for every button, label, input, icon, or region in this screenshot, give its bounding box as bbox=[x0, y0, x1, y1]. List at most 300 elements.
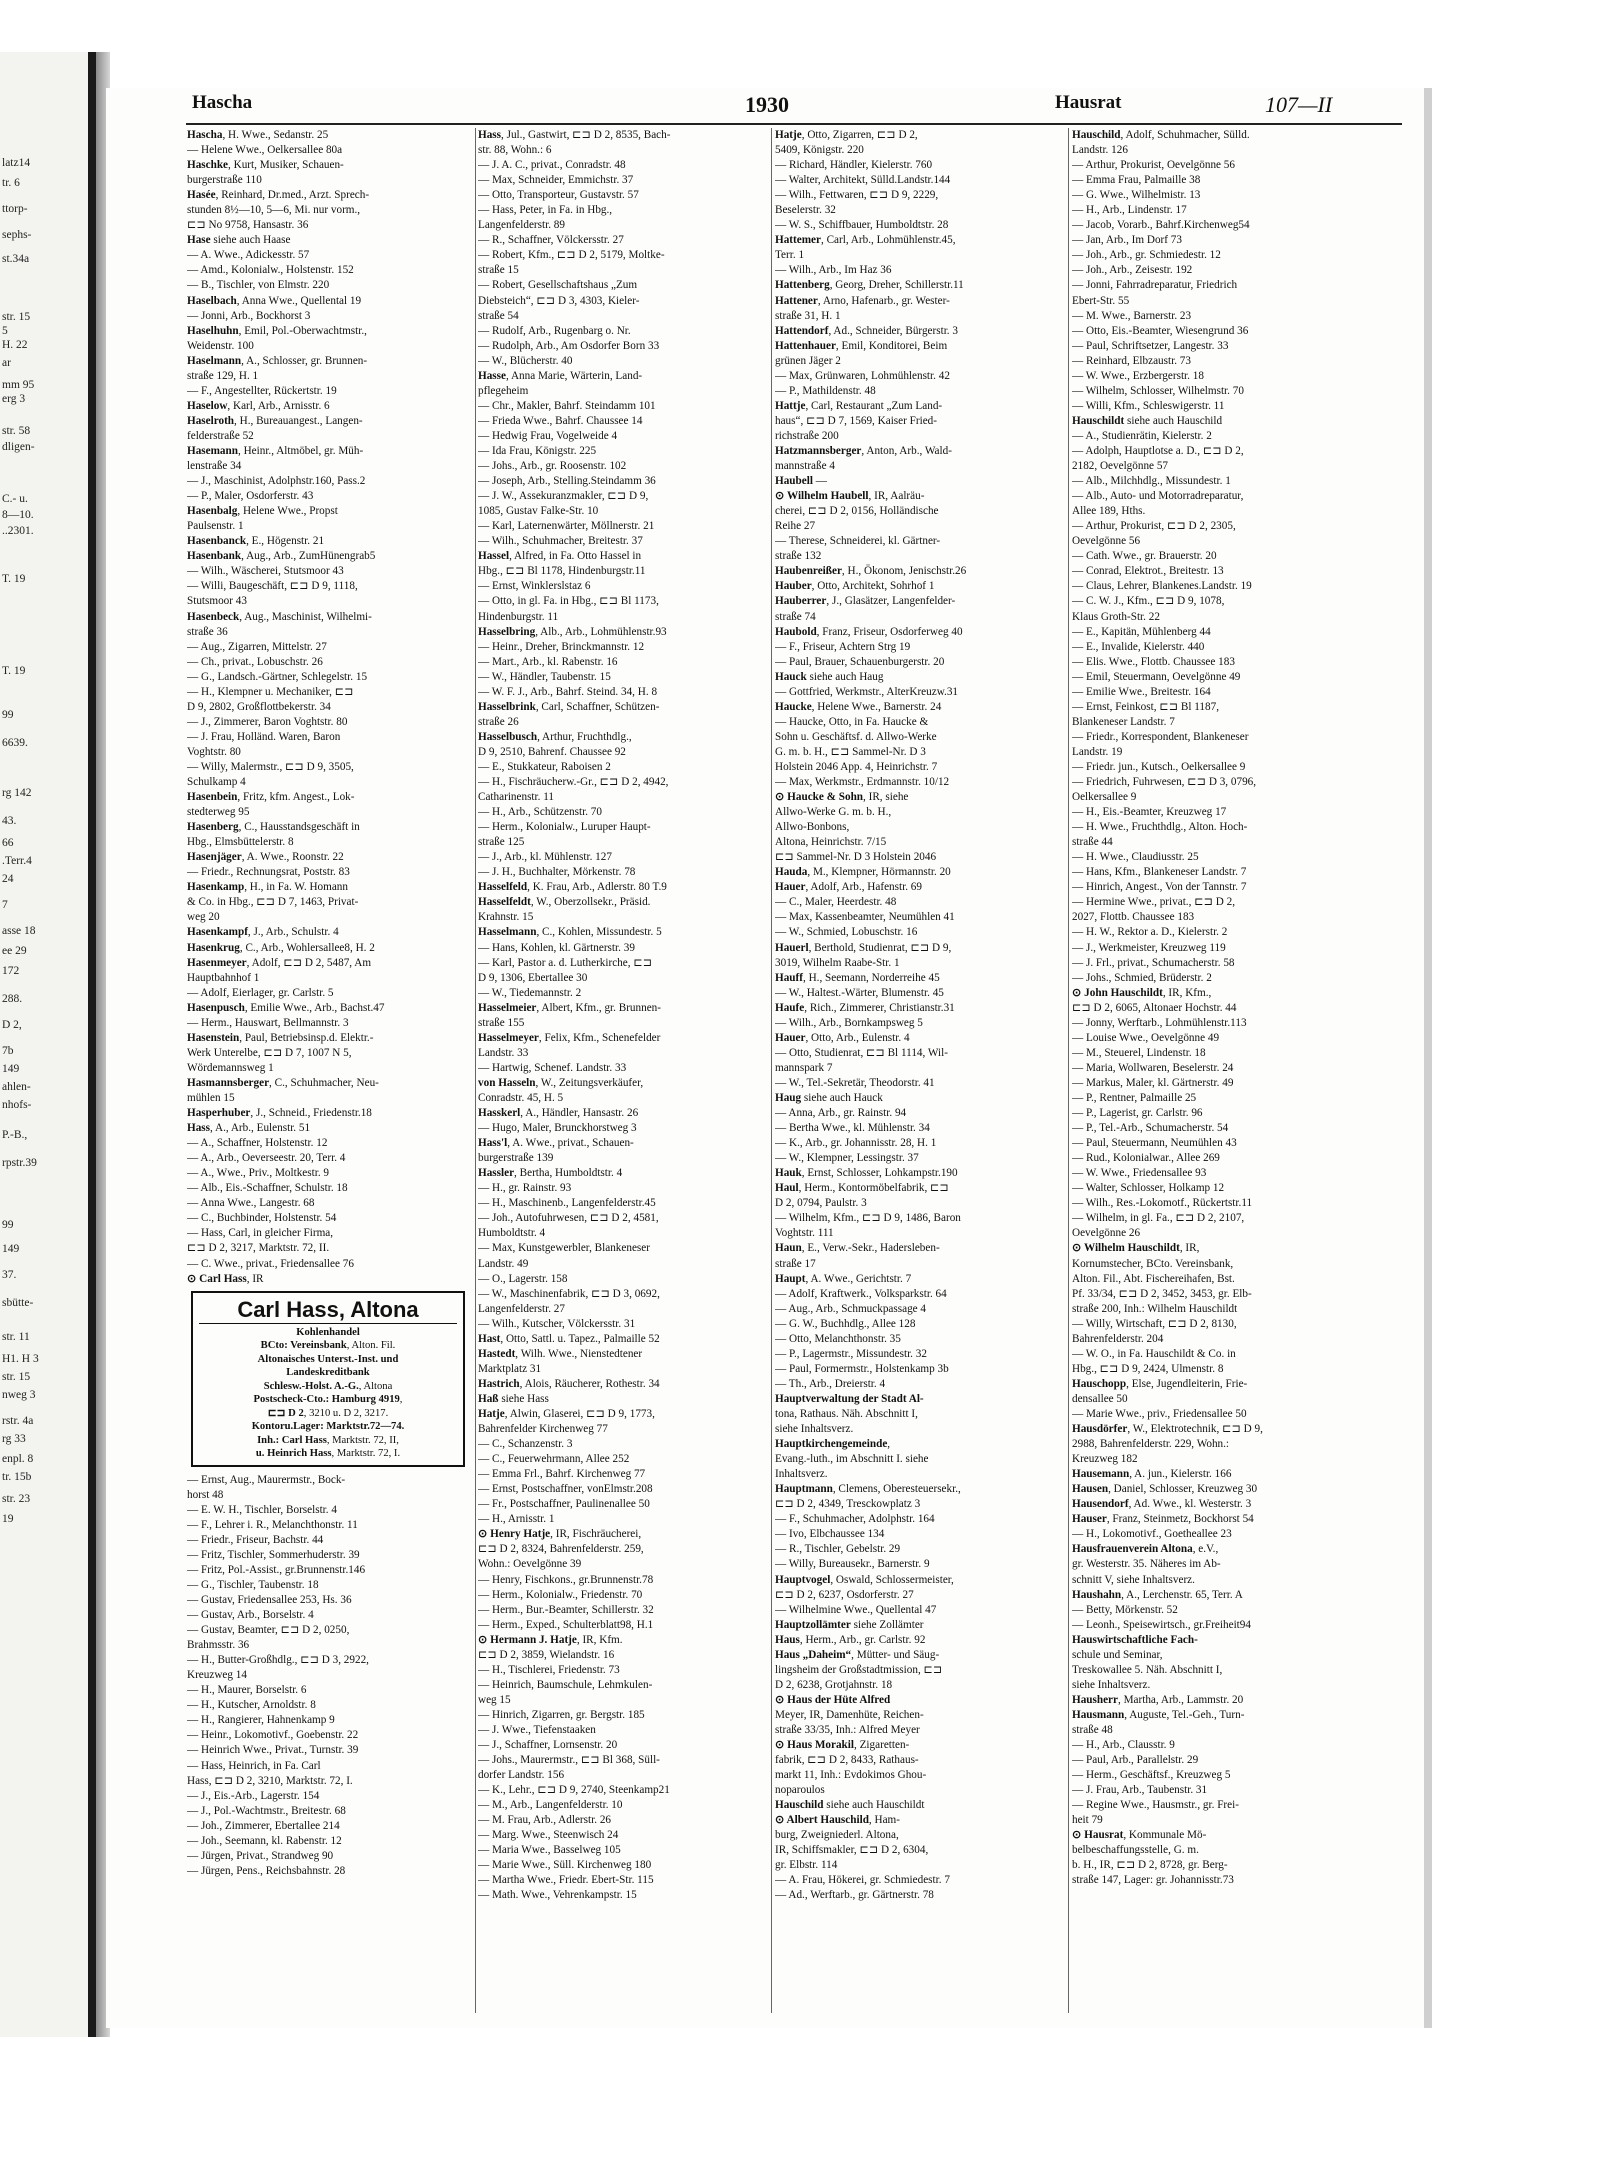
entry-details: , Albert, Kfm., gr. Brunnen- bbox=[536, 1001, 662, 1014]
directory-entry-line: — H., Eis.-Beamter, Kreuzweg 17 bbox=[1072, 806, 1227, 819]
directory-entry-line: — Hans, Kfm., Blankeneser Landstr. 7 bbox=[1072, 866, 1247, 879]
entry-details: , Marktstr. 72, II, bbox=[326, 1434, 399, 1446]
entry-name: Hatje bbox=[775, 129, 802, 141]
directory-entry-line: 5409, Königstr. 220 bbox=[775, 144, 864, 157]
prev-page-fragment: 6639. bbox=[2, 737, 28, 749]
directory-entry-line bbox=[1072, 1693, 1402, 1708]
directory-entry-line bbox=[775, 489, 1065, 504]
entry-name: Haul bbox=[775, 1182, 799, 1195]
entry-name: Hasselmeyer bbox=[478, 1031, 539, 1044]
entry-details: , Carl, Restaurant „Zum Land- bbox=[805, 399, 943, 412]
entry-details: , Ad., Schneider, Bürgerstr. 3 bbox=[828, 324, 958, 337]
directory-entry-line: — Karl, Pastor a. d. Lutherkirche, ⊏⊐ bbox=[478, 956, 653, 969]
entry-details: , Mütter- und Säug- bbox=[851, 1648, 940, 1661]
entry-name: Haß bbox=[478, 1392, 499, 1405]
directory-entry-line bbox=[775, 1001, 1065, 1016]
directory-entry-line: — Wilhelmine Wwe., Quellental 47 bbox=[775, 1603, 937, 1616]
directory-entry-line bbox=[478, 1076, 768, 1091]
directory-entry-line: — A. Wwe., Adickesstr. 57 bbox=[187, 249, 310, 262]
entry-details: , Marktstr. 72, I. bbox=[331, 1448, 401, 1460]
directory-entry-line bbox=[775, 324, 1065, 339]
entry-details: , J., Arb., Schulstr. 4 bbox=[247, 926, 339, 939]
directory-entry-line: — Otto, Studienrat, ⊏⊐ Bl 1114, Wil- bbox=[775, 1046, 948, 1059]
directory-entry-line: — J., Pol.-Wachtmstr., Breitestr. 68 bbox=[187, 1804, 346, 1817]
directory-entry-line: — M. Wwe., Barnerstr. 23 bbox=[1072, 309, 1192, 322]
directory-entry-line: Evang.-luth., im Abschnitt I. siehe bbox=[775, 1453, 929, 1466]
directory-entry-line: — J., Schaffner, Lornsenstr. 20 bbox=[478, 1739, 618, 1752]
directory-entry-line bbox=[187, 1001, 473, 1016]
entry-name: Hausherr bbox=[1072, 1693, 1118, 1706]
directory-entry-line: weg 20 bbox=[187, 911, 220, 924]
directory-entry-line bbox=[775, 474, 1065, 489]
directory-entry-line bbox=[199, 1434, 457, 1448]
directory-entry-line bbox=[1072, 1588, 1402, 1603]
prev-page-fragment: 172 bbox=[2, 965, 20, 977]
directory-entry-line: Marktplatz 31 bbox=[478, 1362, 542, 1375]
directory-entry-line: Hbg., Elmsbüttelerstr. 8 bbox=[187, 836, 294, 849]
directory-entry-line: — H., Kutscher, Arnoldstr. 8 bbox=[187, 1699, 316, 1712]
directory-entry-line: — Wilhelm, Schlosser, Wilhelmstr. 70 bbox=[1072, 384, 1244, 397]
entry-name: Haus „Daheim“ bbox=[775, 1648, 852, 1661]
directory-entry-line: — Maria Wwe., Basselweg 105 bbox=[478, 1844, 621, 1857]
directory-entry-line: — H., Butter-Großhdlg., ⊏⊐ D 3, 2922, bbox=[187, 1654, 369, 1667]
directory-entry-line bbox=[187, 850, 473, 865]
directory-entry-line: Brahmsstr. 36 bbox=[187, 1639, 250, 1652]
directory-entry-line: — Hedwig Frau, Vogelweide 4 bbox=[478, 429, 618, 442]
directory-entry-line: — Gustav, Arb., Borselstr. 4 bbox=[187, 1609, 314, 1622]
entry-name: ⊙ Haucke & Sohn bbox=[775, 791, 864, 804]
entry-name: Haufe bbox=[775, 1001, 805, 1014]
directory-entry-line: — Jürgen, Privat., Strandweg 90 bbox=[187, 1849, 334, 1862]
directory-entry-line: — A., Arb., Oeverseestr. 20, Terr. 4 bbox=[187, 1152, 346, 1165]
directory-entry-line: — Herm., Kolonialw., Luruper Haupt- bbox=[478, 821, 651, 834]
directory-entry-line: Wohn.: Oevelgönne 39 bbox=[478, 1558, 582, 1571]
directory-entry-line bbox=[775, 128, 1065, 143]
directory-entry-line: — Emilie Wwe., Breitestr. 164 bbox=[1072, 685, 1211, 698]
entry-details: , H., Bureauangest., Langen- bbox=[234, 414, 363, 427]
directory-entry-line: — E., Invalide, Kielerstr. 440 bbox=[1072, 640, 1205, 653]
directory-entry-line: — Betty, Mörkenstr. 52 bbox=[1072, 1603, 1178, 1616]
directory-entry-line: — A., Studienrätin, Kielerstr. 2 bbox=[1072, 429, 1212, 442]
prev-page-fragment: rstr. 4a bbox=[2, 1415, 34, 1427]
entry-name: Kohlenhandel bbox=[296, 1326, 360, 1338]
directory-entry-line bbox=[187, 188, 473, 203]
directory-entry-line: Kreuzweg 14 bbox=[187, 1669, 247, 1682]
directory-entry-line bbox=[478, 1332, 768, 1347]
directory-entry-line: — Otto, in gl. Fa. in Hbg., ⊏⊐ Bl 1173, bbox=[478, 595, 659, 608]
directory-entry-line bbox=[1072, 1241, 1402, 1256]
directory-entry-line: — Herm., Exped., Schulterblatt98, H.1 bbox=[478, 1618, 654, 1631]
directory-entry-line: — W. Wwe., Friedensallee 93 bbox=[1072, 1167, 1207, 1180]
directory-entry-line bbox=[199, 1339, 457, 1353]
entry-details: , C., Arb., Wohlersallee8, H. 2 bbox=[239, 941, 375, 954]
prev-page-fragment: rg 142 bbox=[2, 787, 32, 799]
directory-entry-line: ⊏⊐ D 2, 6237, Osdorferstr. 27 bbox=[775, 1588, 914, 1601]
directory-entry-line: horst 48 bbox=[187, 1488, 224, 1501]
directory-entry-line: — Paul, Arb., Parallelstr. 29 bbox=[1072, 1754, 1199, 1767]
directory-entry-line: Bahrenfelderstr. 204 bbox=[1072, 1332, 1164, 1345]
entry-name: Hattendorf bbox=[775, 324, 829, 337]
directory-entry-line: — Arthur, Prokurist, Oevelgönne 56 bbox=[1072, 159, 1235, 172]
directory-entry-line: straße 15 bbox=[478, 264, 519, 277]
directory-entry-line bbox=[1072, 1708, 1402, 1723]
directory-entry-line: richstraße 200 bbox=[775, 429, 839, 442]
directory-entry-line: — H., Arb., Schützenstr. 70 bbox=[478, 806, 602, 819]
directory-entry-line: — Wilh., Res.-Lokomotf., Rückertstr.11 bbox=[1072, 1197, 1253, 1210]
directory-entry-line: Kornumstecher, BCto. Vereinsbank, bbox=[1072, 1257, 1234, 1270]
directory-entry-line: — Herm., Geschäftsf., Kreuzweg 5 bbox=[1072, 1769, 1231, 1782]
entry-details: , IR, Fischräucherei, bbox=[550, 1528, 642, 1541]
entry-details: , Adolf, Schuhmacher, Sülld. bbox=[1120, 129, 1250, 141]
directory-entry-line: Weidenstr. 100 bbox=[187, 339, 254, 352]
entry-details: , Anna Marie, Wärterin, Land- bbox=[505, 369, 643, 382]
prev-page-fragment: H1. H 3 bbox=[2, 1353, 39, 1365]
entry-details: , Otto, Arb., Eulenstr. 4 bbox=[805, 1031, 910, 1044]
directory-entry-line bbox=[478, 1136, 768, 1151]
column-2-entries bbox=[478, 128, 768, 1904]
prev-page-fragment: 5 bbox=[2, 325, 8, 337]
directory-entry-line: — Wilhelm, Kfm., ⊏⊐ D 9, 1486, Baron bbox=[775, 1212, 961, 1225]
directory-entry-line bbox=[187, 158, 473, 173]
directory-entry-line: — W. S., Schiffbauer, Humboldtstr. 28 bbox=[775, 219, 949, 232]
directory-entry-line: Landstr. 49 bbox=[478, 1257, 529, 1270]
directory-entry-line: — J., Maschinist, Adolphstr.160, Pass.2 bbox=[187, 475, 366, 488]
entry-details: siehe auch Hauschildt bbox=[823, 1799, 925, 1812]
entry-name: Hauer bbox=[775, 1031, 806, 1044]
directory-entry-line: — C., Buchbinder, Holstenstr. 54 bbox=[187, 1212, 337, 1225]
directory-entry-line bbox=[1072, 1633, 1402, 1648]
entry-details: , Helene Wwe., Barnerstr. 24 bbox=[811, 700, 942, 713]
directory-entry-line: haus“, ⊏⊐ D 7, 1569, Kaiser Fried- bbox=[775, 414, 937, 427]
entry-details: , Arno, Hafenarb., gr. Wester- bbox=[817, 294, 950, 307]
directory-entry-line: — Aug., Arb., Schmuckpassage 4 bbox=[775, 1302, 927, 1315]
entry-name: Haubenreißer bbox=[775, 565, 842, 578]
entry-name: Hasselbusch bbox=[478, 730, 538, 743]
directory-entry-line bbox=[775, 1482, 1065, 1497]
directory-entry-line: — Regine Wwe., Hausmstr., gr. Frei- bbox=[1072, 1799, 1239, 1812]
directory-entry-line bbox=[1072, 414, 1402, 429]
directory-entry-line bbox=[187, 1076, 473, 1091]
directory-entry-line: — Walter, Schlosser, Holkamp 12 bbox=[1072, 1182, 1225, 1195]
entry-details: , Georg, Dreher, Schillerstr.11 bbox=[829, 279, 964, 292]
entry-details: , IR, Aalräu- bbox=[868, 490, 925, 503]
prev-page-fragment: ahlen- bbox=[2, 1081, 31, 1093]
prev-page-fragment: T. 19 bbox=[2, 665, 26, 677]
entry-name: Haug bbox=[775, 1092, 802, 1104]
directory-entry-line: D 2, 0794, Paulstr. 3 bbox=[775, 1197, 867, 1210]
entry-details: , Adolf, ⊏⊐ D 2, 5487, Am bbox=[246, 956, 372, 969]
prev-page-fragment: erg 3 bbox=[2, 393, 26, 405]
entry-details: , Reinhard, Dr.med., Arzt. Sprech- bbox=[215, 189, 370, 202]
directory-entry-line bbox=[775, 1693, 1065, 1708]
directory-entry-line bbox=[478, 1633, 768, 1648]
directory-entry-line: Hbg., ⊏⊐ D 9, 2424, Ulmenstr. 8 bbox=[1072, 1362, 1224, 1375]
entry-details: , E., Högenstr. 21 bbox=[246, 535, 325, 548]
entry-details: , Clemens, Oberesteuersekr., bbox=[832, 1483, 961, 1496]
entry-details: , A. Wwe., Roonstr. 22 bbox=[241, 851, 344, 864]
directory-entry-line bbox=[187, 820, 473, 835]
entry-name: Hasenbein bbox=[187, 791, 238, 804]
directory-entry-line: Voghtstr. 111 bbox=[775, 1227, 834, 1240]
directory-entry-line: — J. Frau, Holländ. Waren, Baron bbox=[187, 730, 341, 743]
entry-details: , Bertha, Humboldtstr. 4 bbox=[514, 1167, 623, 1180]
directory-entry-line bbox=[478, 369, 768, 384]
entry-details: , Herm., Kontormöbelfabrik, ⊏⊐ bbox=[798, 1182, 949, 1195]
entry-details: , Arthur, Fruchthdlg., bbox=[537, 730, 632, 743]
directory-entry-line: heit 79 bbox=[1072, 1814, 1103, 1827]
directory-entry-line: straße 147, Lager: gr. Johannisstr.73 bbox=[1072, 1874, 1234, 1887]
directory-entry-line: — H., Arb., Lindenstr. 17 bbox=[1072, 204, 1187, 217]
directory-entry-line: — W. F. J., Arb., Bahrf. Steind. 34, H. 8 bbox=[478, 685, 658, 698]
column-1-entries-top bbox=[187, 128, 473, 1287]
entry-details: siehe auch Haug bbox=[806, 670, 884, 683]
entry-name: Hausendorf bbox=[1072, 1498, 1129, 1511]
page-number: 107—II bbox=[1265, 92, 1333, 117]
directory-entry-line: — Max, Kunstgewerbler, Blankeneser bbox=[478, 1242, 650, 1255]
directory-entry-line: — W., Maschinenfabrik, ⊏⊐ D 3, 0692, bbox=[478, 1287, 660, 1300]
directory-entry-line bbox=[478, 1166, 768, 1181]
directory-entry-line: Hindenburgstr. 11 bbox=[478, 610, 559, 623]
entry-name: Hass bbox=[187, 1122, 211, 1135]
directory-entry-line: str. 88, Wohn.: 6 bbox=[478, 144, 552, 157]
directory-entry-line bbox=[775, 1181, 1065, 1196]
entry-details: , J., Schneid., Friedenstr.18 bbox=[250, 1107, 372, 1120]
entry-details: , Ham- bbox=[868, 1814, 900, 1827]
directory-entry-line bbox=[187, 504, 473, 519]
directory-entry-line: Klaus Groth-Str. 22 bbox=[1072, 610, 1160, 623]
directory-entry-line bbox=[187, 1121, 473, 1136]
directory-entry-line bbox=[775, 1437, 1065, 1452]
directory-entry-line: — H., Maurer, Borselstr. 6 bbox=[187, 1684, 307, 1697]
directory-entry-line bbox=[478, 700, 768, 715]
entry-name: Haus bbox=[775, 1633, 800, 1646]
entry-details: , Helene Wwe., Propst bbox=[237, 505, 338, 518]
directory-entry-line: — Joseph, Arb., Stelling.Steindamm 36 bbox=[478, 475, 656, 488]
directory-entry-line: — M., Arb., Langenfelderstr. 10 bbox=[478, 1799, 623, 1812]
directory-entry-line bbox=[187, 414, 473, 429]
prev-page-fragment: 288. bbox=[2, 993, 23, 1005]
directory-entry-line: Catharinenstr. 11 bbox=[478, 791, 555, 804]
directory-entry-line: — G. Wwe., Wilhelmistr. 13 bbox=[1072, 189, 1201, 202]
directory-entry-line: ⊏⊐ D 2, 3859, Wielandstr. 16 bbox=[478, 1648, 615, 1661]
prev-page-fragment: str. 23 bbox=[2, 1493, 31, 1505]
directory-entry-line: — Adolph, Hauptlotse a. D., ⊏⊐ D 2, bbox=[1072, 444, 1244, 457]
entry-name: ⊙ Hermann J. Hatje bbox=[478, 1633, 577, 1646]
directory-entry-line: Oevelgönne 26 bbox=[1072, 1227, 1141, 1240]
directory-entry-line: — Otto, Transporteur, Gustavstr. 57 bbox=[478, 189, 639, 202]
directory-entry-line: — Ivo, Elbchaussee 134 bbox=[775, 1528, 885, 1541]
directory-entry-line: — W. O., in Fa. Hauschildt & Co. in bbox=[1072, 1347, 1236, 1360]
directory-entry-line: — Wilhelm, in gl. Fa., ⊏⊐ D 2, 2107, bbox=[1072, 1212, 1245, 1225]
directory-entry-line bbox=[775, 1618, 1065, 1633]
directory-entry-line: Allwo-Werke G. m. b. H., bbox=[775, 806, 892, 819]
directory-entry-line: — W., Händler, Taubenstr. 15 bbox=[478, 670, 611, 683]
entry-details: , Alton. Fil. bbox=[346, 1340, 396, 1352]
entry-name: ⊙ Haus der Hüte Alfred bbox=[775, 1693, 891, 1706]
header-rule bbox=[186, 123, 1402, 125]
prev-page-fragment: T. 19 bbox=[2, 573, 26, 585]
entry-details: , Otto, Sattl. u. Tapez., Palmaille 52 bbox=[500, 1332, 660, 1345]
directory-entry-line bbox=[775, 594, 1065, 609]
directory-entry-line: — Maria, Wollwaren, Beselerstr. 24 bbox=[1072, 1061, 1234, 1074]
directory-entry-line: — G., Tischler, Taubenstr. 18 bbox=[187, 1578, 319, 1591]
entry-name: ⊙ Albert Hauschild bbox=[775, 1814, 869, 1827]
directory-entry-line bbox=[775, 700, 1065, 715]
directory-entry-line: — H. Wwe., Claudiusstr. 25 bbox=[1072, 851, 1199, 864]
directory-entry-line: ⊏⊐ D 2, 3217, Marktstr. 72, II. bbox=[187, 1242, 330, 1255]
directory-entry-line: — Hartwig, Schenef. Landstr. 33 bbox=[478, 1061, 627, 1074]
column-divider bbox=[475, 128, 476, 2013]
entry-name: Hastedt bbox=[478, 1347, 516, 1360]
directory-entry-line: straße 36 bbox=[187, 625, 228, 638]
entry-name: Hasenberg bbox=[187, 821, 239, 834]
directory-entry-line bbox=[775, 579, 1065, 594]
directory-entry-line: Meyer, IR, Damenhüte, Reichen- bbox=[775, 1708, 924, 1721]
entry-details: , Aug., Arb., ZumHünengrab5 bbox=[241, 550, 376, 563]
directory-entry-line: — W., Schmied, Lobuschstr. 16 bbox=[775, 926, 918, 939]
directory-entry-line: Pf. 33/34, ⊏⊐ D 2, 3452, 3453, gr. Elb- bbox=[1072, 1287, 1252, 1300]
directory-entry-line: Langenfelderstr. 27 bbox=[478, 1302, 565, 1315]
directory-entry-line: — H., Tischlerei, Friedenstr. 73 bbox=[478, 1663, 620, 1676]
directory-entry-line: — H., Arb., Clausstr. 9 bbox=[1072, 1739, 1175, 1752]
entry-name: Hatje bbox=[478, 1407, 505, 1420]
entry-details: , H., Seemann, Norderreihe 45 bbox=[802, 971, 940, 984]
entry-name: Hasemann bbox=[187, 444, 238, 457]
prev-page-fragment: 7 bbox=[2, 899, 8, 911]
directory-entry-line: — P., Lagerist, gr. Carlstr. 96 bbox=[1072, 1107, 1203, 1120]
directory-entry-line: — W., Klempner, Lessingstr. 37 bbox=[775, 1152, 919, 1165]
directory-entry-line: — W., Haltest.-Wärter, Blumenstr. 45 bbox=[775, 986, 944, 999]
column-3-entries bbox=[775, 128, 1065, 1904]
directory-entry-line: — Alb., Auto- und Motorradreparatur, bbox=[1072, 490, 1244, 503]
directory-entry-line bbox=[775, 399, 1065, 414]
directory-entry-line: straße 129, H. 1 bbox=[187, 369, 259, 382]
directory-entry-line: Paulsenstr. 1 bbox=[187, 520, 244, 533]
directory-entry-line bbox=[775, 670, 1065, 685]
entry-details: , e.V., bbox=[1192, 1543, 1219, 1556]
directory-entry-line: — E., Kapitän, Mühlenberg 44 bbox=[1072, 625, 1211, 638]
directory-entry-line: straße 33/35, Inh.: Alfred Meyer bbox=[775, 1723, 920, 1736]
directory-entry-line bbox=[187, 1272, 473, 1287]
directory-entry-line: — Ad., Werftarb., gr. Gärtnerstr. 78 bbox=[775, 1889, 934, 1902]
directory-entry-line bbox=[775, 294, 1065, 309]
directory-entry-line bbox=[199, 1326, 457, 1340]
directory-entry-line bbox=[775, 880, 1065, 895]
entry-name: Landeskreditbank bbox=[286, 1367, 370, 1379]
directory-entry-line: — Leonh., Speisewirtsch., gr.Freiheit94 bbox=[1072, 1618, 1251, 1631]
directory-entry-line: b. H., IR, ⊏⊐ D 2, 8728, gr. Berg- bbox=[1072, 1859, 1228, 1872]
entry-name: Hasselbring bbox=[478, 625, 536, 638]
directory-entry-line: siehe Inhaltsverz. bbox=[1072, 1678, 1151, 1691]
directory-entry-line: — Arthur, Prokurist, ⊏⊐ D 2, 2305, bbox=[1072, 520, 1236, 533]
entry-name: Hasselfeldt bbox=[478, 896, 531, 909]
entry-details: siehe Zollämter bbox=[850, 1618, 924, 1631]
directory-entry-line: D 9, 2510, Bahrenf. Chaussee 92 bbox=[478, 745, 626, 758]
entry-name: Hausen bbox=[1072, 1483, 1109, 1496]
directory-entry-line: — H., Fischräucherw.-Gr., ⊏⊐ D 2, 4942, bbox=[478, 776, 669, 789]
prev-page-fragment: .Terr.4 bbox=[2, 855, 32, 867]
entry-details: , A. jun., Kielerstr. 166 bbox=[1129, 1468, 1232, 1481]
entry-name: Hasselbrink bbox=[478, 700, 536, 713]
directory-entry-line: — Friedr., Friseur, Bachstr. 44 bbox=[187, 1533, 324, 1546]
entry-name: Haschke bbox=[187, 159, 229, 172]
directory-entry-line: — J. W., Assekuranzmakler, ⊏⊐ D 9, bbox=[478, 490, 649, 503]
directory-entry-line: 2027, Flottb. Chaussee 183 bbox=[1072, 911, 1195, 924]
directory-entry-line: 3019, Wilhelm Raabe-Str. 1 bbox=[775, 956, 900, 969]
directory-entry-line bbox=[1072, 1828, 1402, 1843]
running-head-right: Hausrat bbox=[1055, 92, 1122, 113]
directory-entry-line bbox=[775, 1392, 1065, 1407]
directory-entry-line: Wördemannsweg 1 bbox=[187, 1061, 274, 1074]
directory-entry-line: — Paul, Formermstr., Holstenkamp 3b bbox=[775, 1362, 949, 1375]
prev-page-fragment: sephs- bbox=[2, 229, 32, 241]
prev-page-fragment: P.-B., bbox=[2, 1129, 28, 1141]
entry-details: , Anna Wwe., Quellental 19 bbox=[236, 294, 362, 307]
ad-title: Carl Hass, Altona bbox=[199, 1297, 457, 1324]
directory-entry-line: tona, Rathaus. Näh. Abschnitt I, bbox=[775, 1407, 918, 1420]
directory-entry-line: — Max, Schneider, Emmichstr. 37 bbox=[478, 174, 634, 187]
directory-entry-line: — Willi, Baugeschäft, ⊏⊐ D 9, 1118, bbox=[187, 580, 358, 593]
directory-entry-line: Hass, ⊏⊐ D 2, 3210, Marktstr. 72, I. bbox=[187, 1774, 353, 1787]
directory-entry-line: — H., gr. Rainstr. 93 bbox=[478, 1182, 572, 1195]
prev-page-fragment: latz14 bbox=[2, 157, 31, 169]
entry-name: Hattenhauer bbox=[775, 339, 836, 352]
entry-details: , A., Arb., Eulenstr. 51 bbox=[210, 1122, 311, 1135]
entry-details: , W., Elektrotechnik, ⊏⊐ D 9, bbox=[1127, 1423, 1263, 1436]
running-head-left: Hascha bbox=[192, 92, 253, 113]
prev-page-fragment: 8—10. bbox=[2, 509, 34, 521]
directory-entry-line bbox=[775, 1813, 1065, 1828]
directory-entry-line: densallee 50 bbox=[1072, 1392, 1128, 1405]
entry-name: Hass bbox=[478, 129, 502, 141]
entry-name: Hasenbank bbox=[187, 550, 242, 563]
directory-entry-line: ⊏⊐ D 2, 6065, Altonaer Hochstr. 44 bbox=[1072, 1001, 1237, 1014]
directory-entry-line: — Hans, Kohlen, kl. Gärtnerstr. 39 bbox=[478, 941, 635, 954]
directory-entry-line: — C., Maler, Heerdestr. 48 bbox=[775, 896, 897, 909]
directory-entry-line: — Ernst, Winklerslstaz 6 bbox=[478, 580, 591, 593]
running-head-year: 1930 bbox=[745, 92, 789, 117]
directory-entry-line: — Joh., Arb., gr. Schmiedestr. 12 bbox=[1072, 249, 1221, 262]
directory-entry-line: — P., Maler, Osdorferstr. 43 bbox=[187, 490, 314, 503]
prev-page-fragment: 149 bbox=[2, 1063, 20, 1075]
directory-entry-line: Kreuzweg 182 bbox=[1072, 1453, 1138, 1466]
entry-name: Hauberrer bbox=[775, 595, 827, 608]
entry-name: Hatzmannsberger bbox=[775, 444, 862, 457]
directory-entry-line: — Jürgen, Pens., Reichsbahnstr. 28 bbox=[187, 1864, 346, 1877]
entry-details: , Emilie Wwe., Arb., Bachst.47 bbox=[244, 1001, 385, 1014]
entry-name: Hauptkirchengemeinde bbox=[775, 1438, 888, 1451]
directory-entry-line: — Alb., Milchhdlg., Missundestr. 1 bbox=[1072, 475, 1231, 488]
page-binding-edge bbox=[88, 52, 96, 2037]
directory-entry-line bbox=[478, 895, 768, 910]
directory-entry-line bbox=[187, 399, 473, 414]
entry-details: siehe auch Hauschild bbox=[1124, 414, 1223, 427]
directory-entry-line: straße 26 bbox=[478, 715, 519, 728]
entry-name: Hasperhuber bbox=[187, 1107, 251, 1120]
directory-entry-line bbox=[1072, 1482, 1402, 1497]
entry-details: , Carl, Arb., Lohmühlenstr.45, bbox=[820, 234, 956, 247]
directory-entry-line: gr. Westerstr. 35. Näheres im Ab- bbox=[1072, 1558, 1221, 1571]
directory-entry-line: — J., Zimmerer, Baron Voghtstr. 80 bbox=[187, 715, 348, 728]
column-1-entries-bottom bbox=[187, 1473, 473, 1879]
directory-entry-line: — Amd., Kolonialw., Holstenstr. 152 bbox=[187, 264, 354, 277]
directory-entry-line: — J. Frau, Arb., Taubenstr. 31 bbox=[1072, 1784, 1208, 1797]
directory-entry-line: D 9, 1306, Ebertallee 30 bbox=[478, 971, 588, 984]
directory-entry-line bbox=[1072, 1422, 1402, 1437]
directory-entry-line: — Th., Arb., Dreierstr. 4 bbox=[775, 1377, 886, 1390]
entry-name: Haselmann bbox=[187, 354, 242, 367]
entry-name: u. Heinrich Hass bbox=[255, 1448, 332, 1460]
